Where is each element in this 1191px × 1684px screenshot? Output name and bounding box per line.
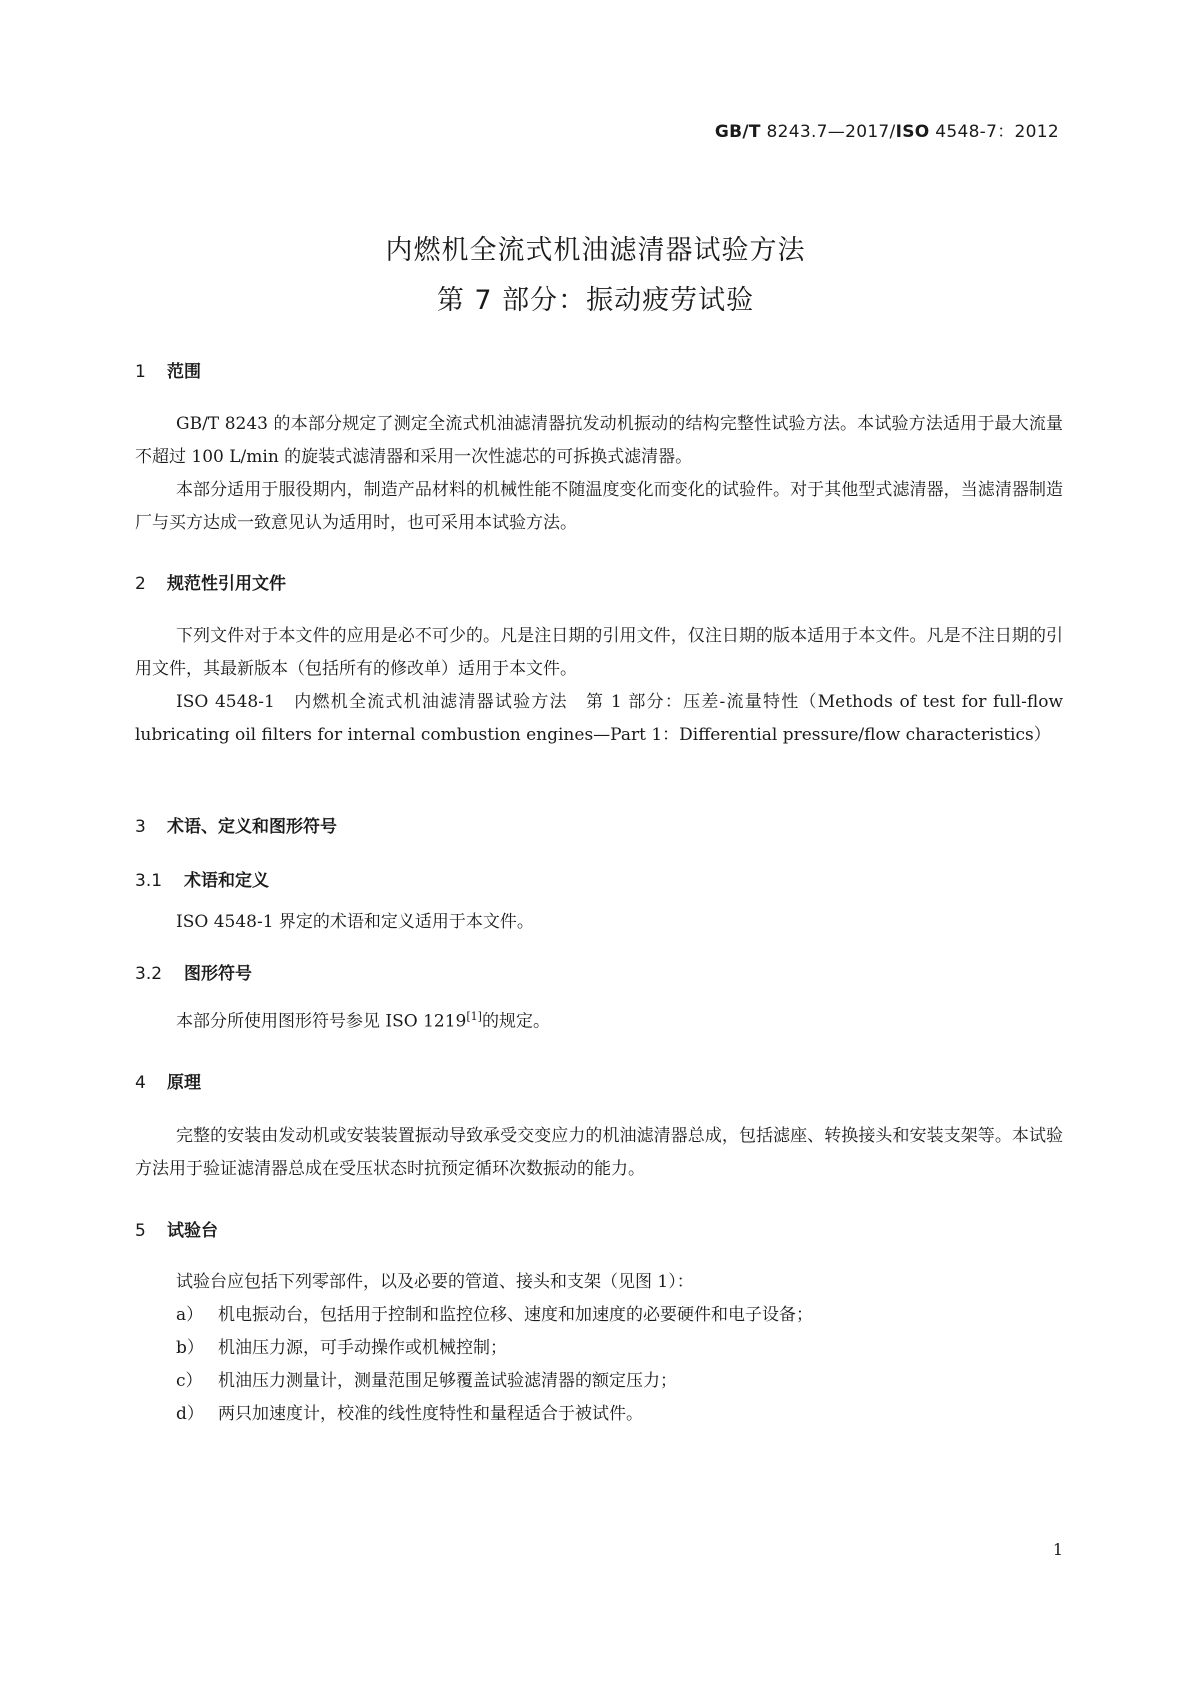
iso-prefix: ISO	[895, 122, 930, 142]
title-line-2: 第 7 部分：振动疲劳试验	[436, 285, 755, 316]
list-item-c: c） 机油压力测量计，测量范围足够覆盖试验滤清器的额定压力；	[176, 1371, 677, 1391]
list-item-b: b） 机油压力源，可手动操作或机械控制；	[176, 1338, 507, 1358]
iso-body: 4548-7：2012	[935, 122, 1059, 142]
section-5-intro: 试验台应包括下列零部件，以及必要的管道、接头和支架（见图 1）：	[176, 1272, 694, 1292]
standard-code	[715, 117, 1059, 142]
section-3-2-heading: 3.2 图形符号	[135, 964, 252, 984]
section-4-paragraph-1: 完整的安装由发动机或安装装置振动导致承受交变应力的机油滤清器总成，包括滤座、转换接头和安装支架等。本试验方法用于验证滤清器总成在受压状态时抗预定循环次数振动的能力。	[135, 1126, 1063, 1179]
section-4-heading: 4 原理	[135, 1073, 201, 1093]
section-1-heading: 1 范围	[135, 362, 201, 382]
section-2-heading: 2 规范性引用文件	[135, 574, 286, 594]
std-body: 8243.7—2017/	[766, 122, 896, 142]
section-3-1-text: ISO 4548-1 界定的术语和定义适用于本文件。	[176, 912, 534, 932]
section-1-paragraph-1: GB/T 8243 的本部分规定了测定全流式机油滤清器抗发动机振动的结构完整性试验方法。本试验方法适用于最大流量不超过 100 L/min 的旋装式滤清器和采用一次性滤芯的可拆换式滤清器。	[135, 414, 1063, 467]
list-item-d: d） 两只加速度计，校准的线性度特性和量程适合于被试件。	[176, 1404, 643, 1424]
page-number: 1	[1052, 1540, 1063, 1559]
section-3-1-heading: 3.1 术语和定义	[135, 871, 269, 891]
section-3-2-text: 本部分所使用图形符号参见 ISO 1219[1]的规定。	[176, 1010, 550, 1032]
section-5-heading: 5 试验台	[135, 1221, 218, 1241]
citation-ref: [1]	[466, 1010, 482, 1023]
section-3-heading: 3 术语、定义和图形符号	[135, 817, 337, 837]
section-1-paragraph-2: 本部分适用于服役期内，制造产品材料的机械性能不随温度变化而变化的试验件。对于其他型式滤清器，当滤清器制造厂与买方达成一致意见认为适用时，也可采用本试验方法。	[135, 480, 1063, 533]
section-2-paragraph-1: 下列文件对于本文件的应用是必不可少的。凡是注日期的引用文件，仅注日期的版本适用于本文件。凡是不注日期的引用文件，其最新版本（包括所有的修改单）适用于本文件。	[135, 626, 1063, 679]
document-title	[0, 226, 1191, 326]
std-prefix: GB/T	[714, 122, 761, 142]
normative-reference-iso-4548-1: ISO 4548-1 内燃机全流式机油滤清器试验方法 第 1 部分：压差-流量特性（Methods of test for full-flow lubricating oil filters for internal combustion engines—Part 1：Differential pressure/flow characteristics）	[135, 692, 1063, 745]
list-item-a: a） 机电振动台，包括用于控制和监控位移、速度和加速度的必要硬件和电子设备；	[176, 1305, 813, 1325]
title-line-1: 内燃机全流式机油滤清器试验方法	[385, 235, 806, 266]
